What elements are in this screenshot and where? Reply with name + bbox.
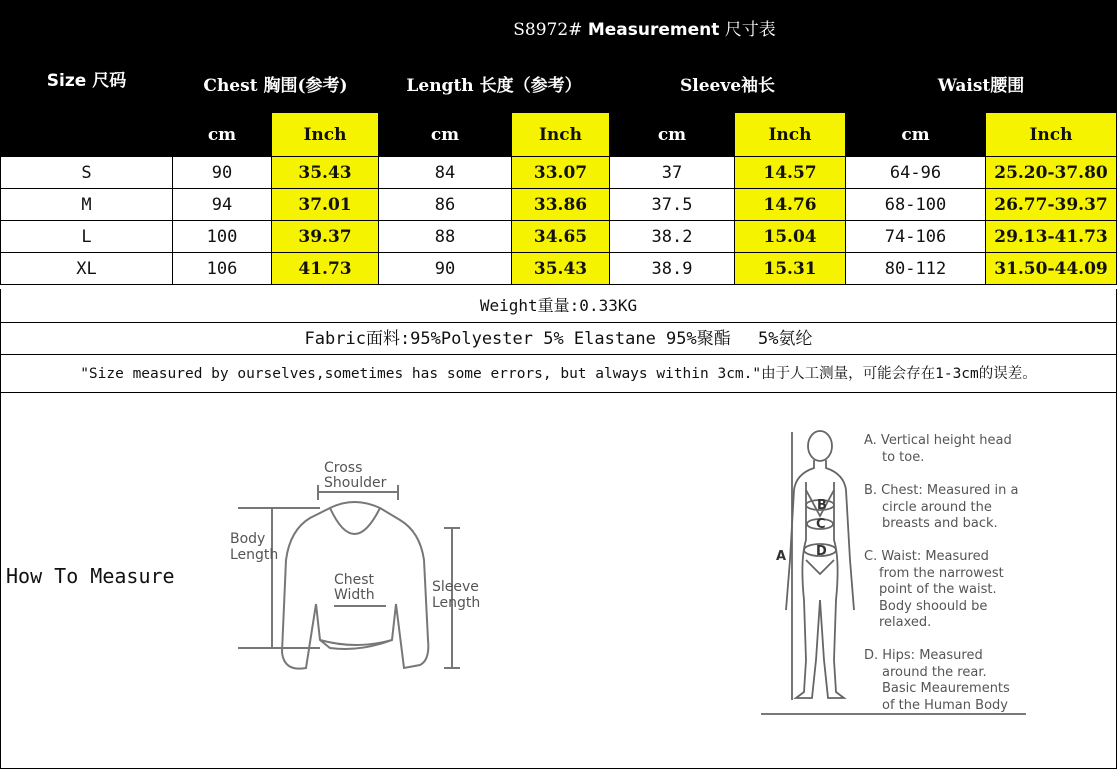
title-code: S8972# [513,19,583,40]
note-c-line: relaxed. [879,615,932,630]
sleeve-inch-cell: 14.76 [735,189,846,221]
chest-inch-cell: 39.37 [272,221,379,253]
unit-inch: Inch [735,113,846,157]
length-inch-cell: 34.65 [512,221,610,253]
unit-cm: cm [379,113,512,157]
note-b-line: circle around the [882,499,992,515]
unit-cm: cm [173,113,272,157]
length-cm-cell: 90 [379,253,512,285]
body-length-label-2: Length [230,547,279,563]
cross-label-1: Cross [324,460,363,476]
chest-width-label-1: Chest [334,572,375,588]
waist-inch-cell: 26.77-39.37 [986,189,1117,221]
waist-cm-cell: 64-96 [846,157,986,189]
title-main: Measurement [587,19,720,40]
note-b-line: breasts and back. [882,516,998,531]
sleeve-inch-cell: 14.57 [735,157,846,189]
chest-width-label-2: Width [334,587,375,603]
size-cell: M [1,189,173,221]
marker-a: A [776,549,787,564]
length-inch-cell: 33.07 [512,157,610,189]
note-c-line: from the narrowest [879,565,1004,581]
waist-inch-cell: 31.50-44.09 [986,253,1117,285]
unit-cm: cm [610,113,735,157]
chest-inch-cell: 35.43 [272,157,379,189]
unit-cm: cm [846,113,986,157]
cross-label-2: Shoulder [324,475,387,491]
size-header: Size 尺码 [1,1,173,157]
sleeve-length-label-1: Sleeve [432,579,479,595]
waist-inch-cell: 25.20-37.80 [986,157,1117,189]
length-inch-cell: 33.86 [512,189,610,221]
title-cn: 尺寸表 [724,19,776,40]
error-note-row: "Size measured by ourselves,sometimes has some errors, but always within 3cm."由于人工测量，可能会存在1-3cm的误差。 [0,354,1117,393]
sleeve-cm-cell: 37 [610,157,735,189]
note-c [864,549,1004,632]
chest-cm-cell: 106 [173,253,272,285]
chest-header: Chest 胸围(参考) [173,54,379,113]
note-b-line: B. Chest: Measured in a [864,483,1019,498]
sleeve-length-label-2: Length [432,595,481,611]
note-b [864,483,1018,533]
note-c-line: Body shoould be [879,598,988,614]
note-a-line: A. Vertical height head [864,433,1012,448]
length-inch-cell: 35.43 [512,253,610,285]
sleeve-inch-cell: 15.04 [735,221,846,253]
chest-inch-cell: 37.01 [272,189,379,221]
length-header: Length 长度（参考） [379,54,610,113]
note-c-line: C. Waist: Measured [864,549,989,564]
marker-d: D [816,544,827,559]
unit-inch: Inch [272,113,379,157]
sleeve-header: Sleeve袖长 [610,54,846,113]
weight-row: Weight重量:0.33KG [0,289,1117,323]
sleeve-cm-cell: 38.2 [610,221,735,253]
marker-b: B [817,498,827,513]
chest-cm-cell: 90 [173,157,272,189]
waist-cm-cell: 68-100 [846,189,986,221]
unit-inch: Inch [512,113,610,157]
chest-inch-cell: 41.73 [272,253,379,285]
chest-cm-cell: 94 [173,189,272,221]
note-a-line: to toe. [882,449,925,465]
size-cell: XL [1,253,173,285]
note-d [864,648,1010,714]
note-d-line: around the rear. [882,664,987,680]
note-a [864,433,1012,466]
sleeve-cm-cell: 37.5 [610,189,735,221]
waist-inch-cell: 29.13-41.73 [986,221,1117,253]
note-c-line: point of the waist. [879,582,997,597]
how-to-measure-label: How To Measure [6,564,175,588]
size-cell: S [1,157,173,189]
waist-cm-cell: 80-112 [846,253,986,285]
sleeve-cm-cell: 38.9 [610,253,735,285]
length-cm-cell: 88 [379,221,512,253]
fabric-row: Fabric面料:95%Polyester 5% Elastane 95%聚酯 5%氨纶 [0,322,1117,355]
body-length-label-1: Body [230,531,266,547]
waist-header: Waist腰围 [846,54,1117,113]
note-d-line: D. Hips: Measured [864,648,983,663]
note-d-line: Basic Meaurements [882,681,1010,696]
sleeve-inch-cell: 15.31 [735,253,846,285]
unit-inch: Inch [986,113,1117,157]
length-cm-cell: 84 [379,157,512,189]
waist-cm-cell: 74-106 [846,221,986,253]
note-d-line: of the Human Body [882,697,1008,713]
size-cell: L [1,221,173,253]
marker-c: C [816,517,826,532]
length-cm-cell: 86 [379,189,512,221]
chest-cm-cell: 100 [173,221,272,253]
